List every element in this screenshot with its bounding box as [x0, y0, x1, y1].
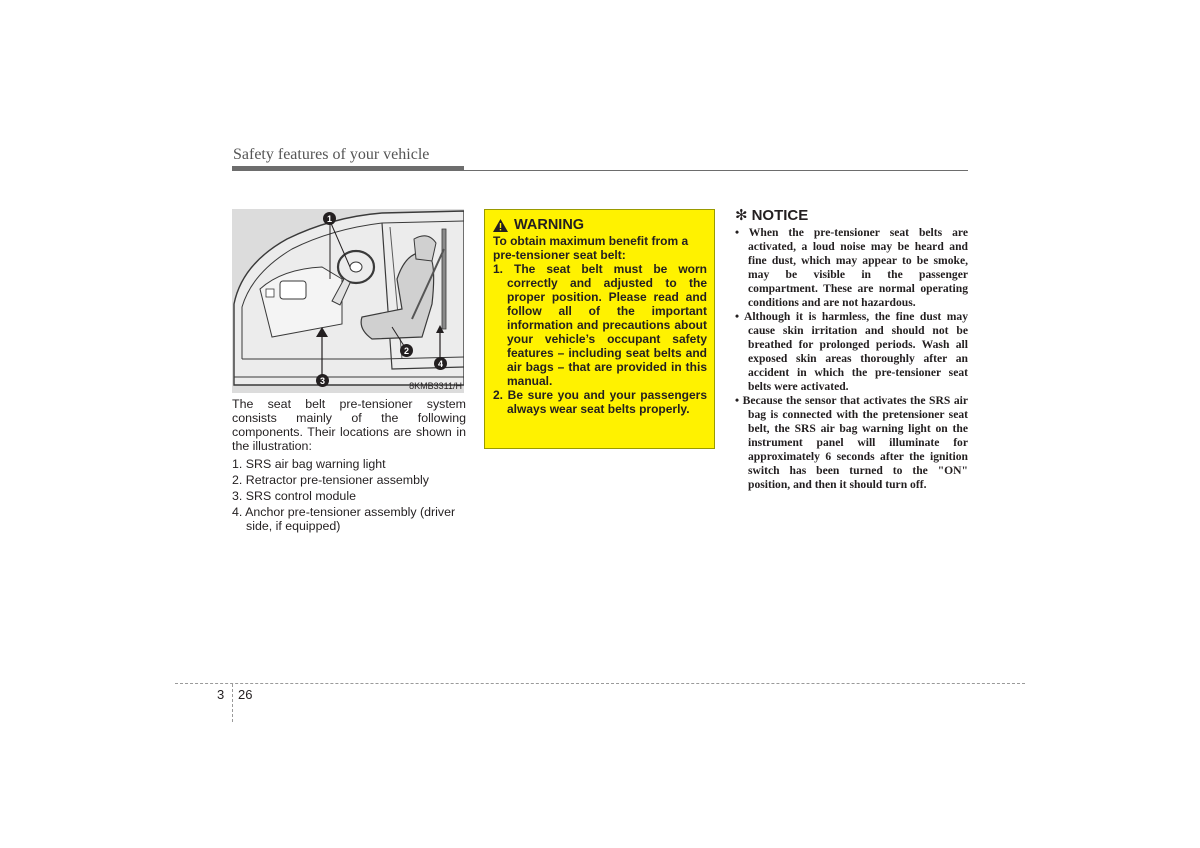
list-item: 1. SRS air bag warning light: [232, 457, 386, 471]
callout-1: 1: [323, 212, 336, 225]
callout-2: 2: [400, 344, 413, 357]
list-item: 2. Be sure you and your passengers always wear seat belts properly.: [493, 388, 707, 416]
warning-heading: [493, 218, 707, 232]
header-rule: [232, 166, 464, 171]
list-item: • Because the sensor that activates the SRS air bag is connected with the pretensioner seat belt, the SRS air bag warning light on the instrument panel will illuminate for approximately 6 seconds after the ignition switch has been turned to the "ON" position, and then it should turn off.: [735, 394, 968, 491]
car-interior-illustration: [232, 209, 464, 393]
list-item: 3. SRS control module: [232, 489, 356, 503]
component-list: [232, 457, 466, 533]
header-rule-thin: [464, 170, 968, 171]
list-item: 4. Anchor pre-tensioner assembly (driver side, if equipped): [232, 505, 456, 533]
list-item: 1. The seat belt must be worn correctly and adjusted to the proper position. Please read and follow all of the important information and precautions about your vehicle’s occupant safety features – including seat belts and air bags – that are provided in this manual.: [493, 262, 707, 388]
warning-title: WARNING: [514, 217, 585, 233]
callout-4: 4: [434, 357, 447, 370]
notice-list: [735, 226, 968, 492]
page-header-title: Safety features of your vehicle: [233, 146, 430, 163]
intro-paragraph: The seat belt pre-tensioner system consists mainly of the following components. Their locations are shown in the illustration:: [232, 397, 466, 453]
list-item: • Although it is harmless, the fine dust may cause skin irritation and should not be breathed for prolonged periods. Wash all exposed skin areas thoroughly after an accident in which the pre-tensioner seat belts were activated.: [735, 310, 968, 393]
footer-divider: [232, 684, 233, 722]
warning-intro: To obtain maximum benefit from a pre-tensioner seat belt:: [493, 234, 689, 262]
section-number: 3: [217, 687, 225, 702]
notice-heading: [735, 206, 968, 224]
warning-box: [484, 209, 715, 449]
notice-star-icon: ✻: [735, 207, 748, 224]
figure-code: 8KMB3311/H: [409, 381, 462, 391]
page-number: 26: [238, 687, 253, 702]
callout-3: 3: [316, 374, 329, 387]
footer-rule: [175, 683, 1025, 684]
warning-list: [493, 262, 707, 416]
pretensioner-description: [232, 397, 466, 535]
list-item: • When the pre-tensioner seat belts are activated, a loud noise may be heard and fine dust, which may appear to be smoke, may be visible in the passenger compartment. These are normal operating conditions and are not hazardous.: [735, 226, 968, 309]
notice-section: [735, 206, 968, 492]
notice-title: NOTICE: [751, 206, 809, 224]
warning-triangle-icon: [493, 219, 508, 232]
list-item: 2. Retractor pre-tensioner assembly: [232, 473, 429, 487]
